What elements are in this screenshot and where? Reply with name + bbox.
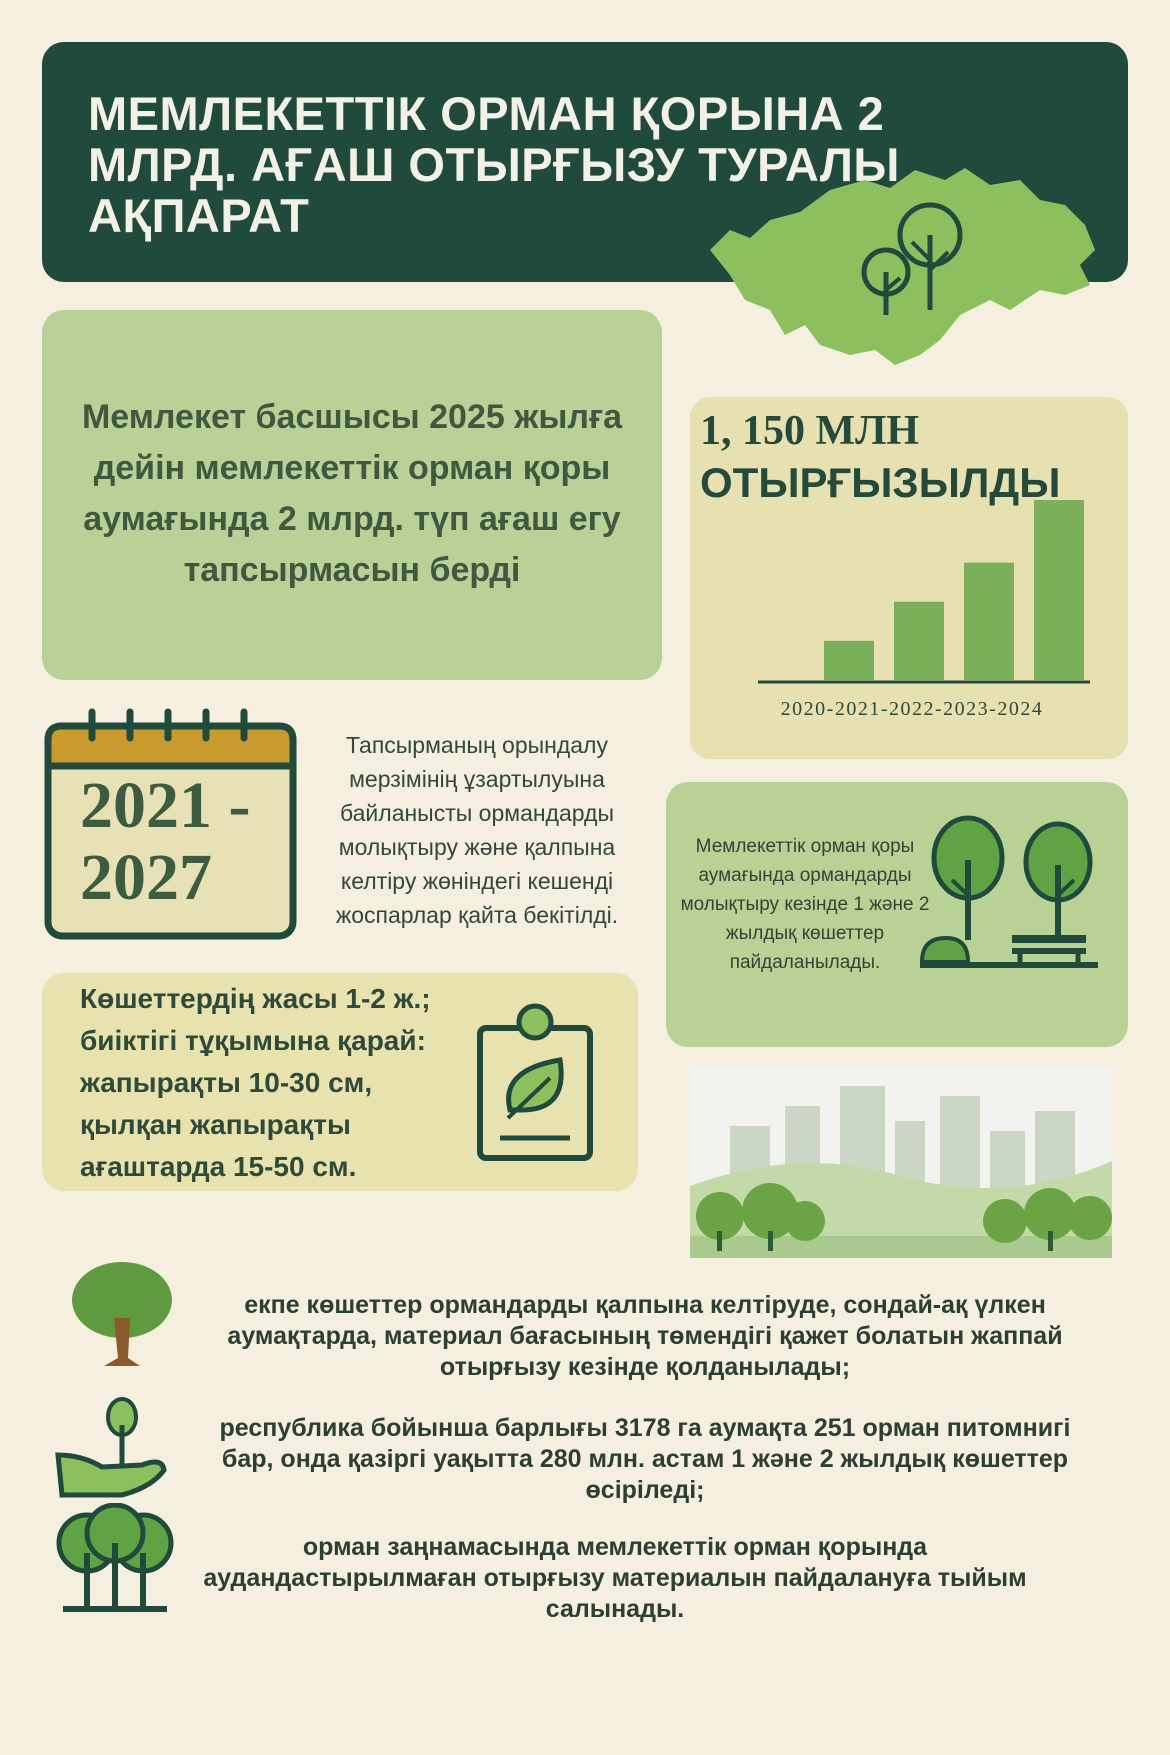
plans-text: Тапсырманың орындалу мерзімінің ұзартылуына байланысты ормандарды молықтыру және қалпына келтіру жөніндегі кешенді жоспарлар қайта бекітілді.	[335, 732, 619, 928]
planted-label: ОТЫРҒЫЗЫЛДЫ	[700, 459, 1061, 506]
conifer-height-line: ағаштарда 15-50 см.	[80, 1151, 357, 1182]
planted-headline	[700, 405, 1120, 509]
x-axis-years-label: 2020-2021-2022-2023-2024	[780, 698, 1044, 720]
tree-icon	[60, 1258, 180, 1368]
bullet-2-text: республика бойынша барлығы 3178 га аумақта 251 орман питомнигі бар, онда қазіргі уақытта 280 млн. астам 1 және 2 жылдық көшеттер өсіріледі;	[219, 1414, 1071, 1504]
height-line: биіктігі тұқымына қарай:	[80, 1025, 426, 1056]
bullet-3-text: орман заңнамасында мемлекеттік орман қорында аудандастырылмаған отырғызу материалын пайдалануға тыйым салынады.	[203, 1533, 1027, 1623]
task-text: Мемлекет басшысы 2025 жылға дейін мемлекеттік орман қоры аумағында 2 млрд. түп ағаш егу тапсырмасын берді	[81, 398, 623, 589]
term-years-end: 2027	[80, 841, 212, 914]
deciduous-line: жапырақты 10-30 см,	[80, 1067, 373, 1098]
city-park-illustration	[690, 1066, 1112, 1258]
planted-amount: 1, 150 МЛН	[700, 408, 920, 454]
seedling-age-text	[80, 978, 480, 1188]
bar-2024	[1034, 500, 1084, 680]
kazakhstan-map-icon	[690, 150, 1110, 380]
bar-2023	[964, 563, 1014, 680]
forest-icon	[55, 1503, 175, 1613]
bullet-1-text: екпе көшеттер ормандарды қалпына келтіруде, сондай-ақ үлкен аумақтарда, материал бағасының төмендігі қажет болатын жаппай отырғызу кезінде қолданылады;	[227, 1291, 1063, 1381]
age-line: Көшеттердің жасы 1-2 ж.;	[80, 983, 431, 1014]
seedlings-text: Мемлекеттік орман қоры аумағында ормандарды молықтыру кезінде 1 және 2 жылдық көшеттер пайдаланылады.	[680, 836, 930, 973]
hand-sprout-icon	[52, 1395, 172, 1505]
conifer-line: қылқан жапырақты	[80, 1109, 351, 1140]
bar-2021	[824, 641, 874, 680]
page-title: МЕМЛЕКЕТТІК ОРМАН ҚОРЫНА 2 МЛРД. АҒАШ ОТЫРҒЫЗУ ТУРАЛЫ АҚПАРАТ	[88, 87, 900, 242]
leaf-clipboard-icon	[470, 1000, 600, 1165]
term-years	[80, 770, 300, 914]
bar-2022	[894, 602, 944, 680]
park-trees-icon	[920, 810, 1100, 980]
term-years-start: 2021 -	[80, 769, 251, 842]
